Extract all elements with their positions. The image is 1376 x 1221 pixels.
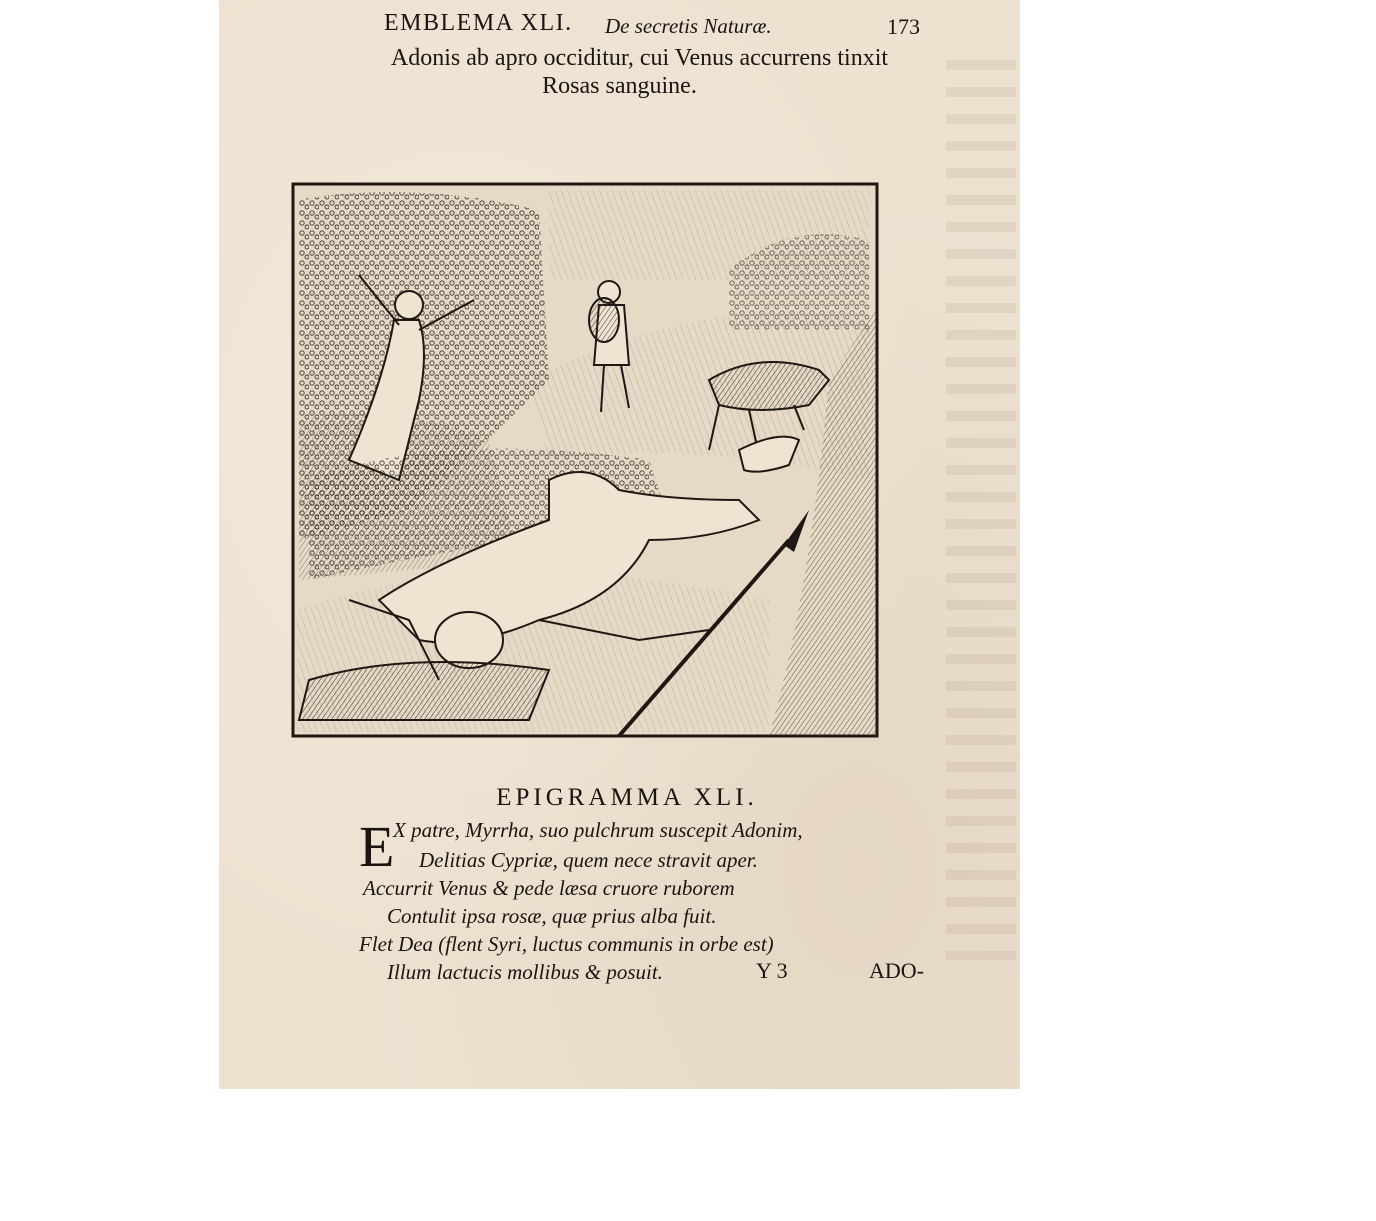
poem-line-1: X patre, Myrrha, suo pulchrum suscepit Adonim, <box>393 818 803 842</box>
engraving-illustration <box>289 180 881 740</box>
page-number: 173 <box>887 14 920 39</box>
motto-line-2: Rosas sanguine. <box>542 73 697 99</box>
running-header <box>219 6 1020 40</box>
poem-line-6: Illum lactucis mollibus & posuit. <box>387 960 663 984</box>
poem-line-5: Flet Dea (flent Syri, luctus communis in orbe est) <box>359 932 774 956</box>
signature-mark: Y 3 <box>756 958 788 983</box>
motto-line-1: Adonis ab apro occiditur, cui Venus accurrens tinxit <box>390 45 889 71</box>
poem-line-3: Accurrit Venus & pede læsa cruore ruborem <box>363 876 735 900</box>
show-through-text <box>946 60 1016 960</box>
epigram-heading: EPIGRAMMA XLI. <box>496 784 758 811</box>
engraving-image <box>289 180 881 740</box>
book-page <box>219 0 1020 1089</box>
emblem-label: EMBLEMA XLI. <box>384 10 573 36</box>
section-title: De secretis Naturæ. <box>605 14 772 38</box>
drop-cap: E <box>359 814 395 879</box>
emblem-motto <box>219 44 1020 100</box>
poem-line-4: Contulit ipsa rosæ, quæ prius alba fuit. <box>387 904 717 928</box>
catchword: ADO- <box>869 958 924 983</box>
poem-line-2: Delitias Cypriæ, quem nece stravit aper. <box>419 848 758 872</box>
